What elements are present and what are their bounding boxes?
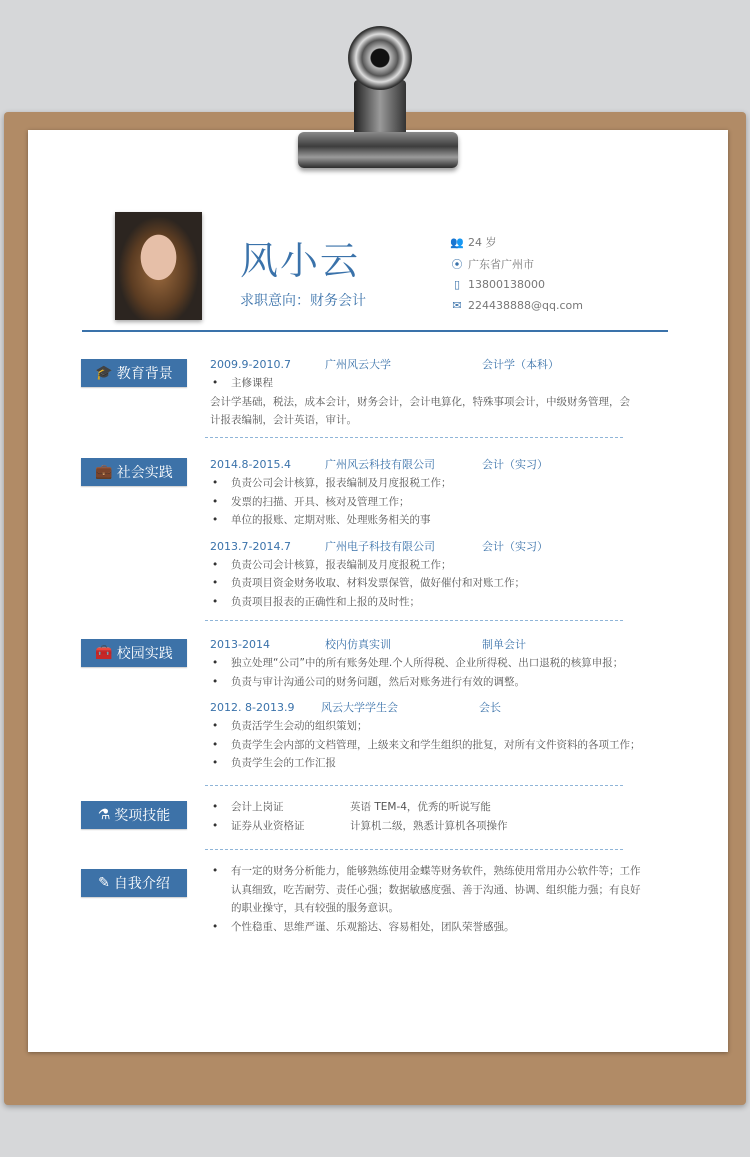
social-section	[210, 456, 640, 611]
phone-icon: ▯	[453, 278, 461, 291]
entry-org: 广州风云大学	[325, 358, 391, 371]
course-list: 会计学基础，税法，成本会计，财务会计，会计电算化，特殊事项会计，中级财务管理，会计报表编制，会计英语，审计。	[210, 395, 630, 426]
entry-org: 校内仿真实训	[325, 638, 391, 651]
education-section	[210, 356, 630, 430]
briefcase-icon: 💼	[95, 464, 113, 480]
skill-desc: 计算机二级，熟悉计算机各项操作	[350, 819, 508, 832]
skill-desc: 英语 TEM-4，优秀的听说写能	[350, 801, 491, 813]
clip-ring	[348, 26, 412, 90]
envelope-icon: ✉	[452, 299, 462, 312]
entry-role: 制单会计	[482, 638, 526, 651]
entry-role: 会计（实习）	[482, 458, 548, 471]
list-item: • 主修课程	[210, 374, 630, 393]
campus-section	[210, 636, 650, 773]
section-about-label	[81, 869, 187, 897]
section-title: 奖项技能	[114, 808, 171, 824]
entry-org: 风云大学学生会	[321, 701, 398, 714]
list-item: • 个性稳重、思维严谨、乐观豁达、容易相处，团队荣誉感强。	[210, 918, 646, 937]
location-text: 广东省广州市	[468, 258, 534, 271]
list-item: • 负责公司会计核算，报表编制及月度报税工作；	[210, 556, 640, 575]
entry-header	[210, 356, 630, 374]
section-divider	[205, 437, 623, 438]
list-item: • 负责项目资金财务收取、材料发票保管，做好催付和对账工作；	[210, 574, 640, 593]
entry-role: 会计（实习）	[482, 539, 548, 553]
location-pin-icon: ⦿	[451, 258, 463, 271]
list-item: • 负责活学生会动的组织策划；	[210, 717, 650, 736]
email-text: 224438888@qq.com	[468, 299, 583, 312]
certificate: 证券从业资格证	[231, 819, 305, 832]
section-skills-label	[81, 801, 187, 829]
entry-org: 广州电子科技有限公司	[325, 539, 435, 553]
entry-date: 2012. 8-2013.9	[210, 701, 295, 714]
entry-role: 会长	[479, 701, 501, 714]
section-title: 自我介绍	[113, 876, 170, 892]
skills-section	[210, 798, 630, 835]
section-title: 校园实践	[116, 646, 173, 662]
contact-phone	[450, 278, 545, 291]
section-divider	[205, 785, 623, 786]
about-section	[210, 862, 646, 936]
flask-icon: ⚗	[97, 807, 111, 823]
entry-org: 广州风云科技有限公司	[325, 458, 435, 471]
entry-date: 2013.7-2014.7	[210, 539, 291, 553]
entry-date: 2009.9-2010.7	[210, 358, 291, 371]
entry-date: 2013-2014	[210, 638, 270, 651]
entry-header	[210, 538, 640, 556]
section-title: 社会实践	[116, 465, 173, 481]
list-item: • 发票的扫描、开具、核对及管理工作；	[210, 493, 640, 512]
graduation-cap-icon: 🎓	[95, 365, 113, 381]
section-divider	[205, 849, 623, 850]
list-item: • 负责学生会的工作汇报	[210, 754, 650, 773]
list-item	[210, 817, 630, 836]
section-social-label	[81, 458, 187, 486]
entry-header	[210, 456, 640, 474]
phone-text: 13800138000	[468, 278, 545, 291]
clip-base	[298, 132, 458, 168]
age-text: 24 岁	[468, 236, 497, 249]
profile-photo	[115, 212, 202, 320]
list-item: • 有一定的财务分析能力，能够熟练使用金蝶等财务软件，熟练使用常用办公软件等；工作认真细致，吃苦耐劳、责任心强；数据敏感度强、善于沟通、协调、组织能力强；有良好的职业操守，具有较强的服务意识。	[210, 862, 646, 918]
list-item: • 单位的报账、定期对账、处理账务相关的事	[210, 511, 640, 530]
contact-email	[450, 299, 583, 312]
job-objective: 求职意向：财务会计	[240, 293, 366, 309]
certificate: 会计上岗证	[231, 801, 284, 813]
list-item: • 负责与审计沟通公司的财务问题，然后对账务进行有效的调整。	[210, 673, 650, 692]
section-divider	[205, 620, 623, 621]
section-title: 教育背景	[116, 366, 173, 382]
contact-age	[450, 234, 497, 250]
section-education-label	[81, 359, 187, 387]
list-item: • 负责项目报表的正确性和上报的及时性；	[210, 593, 640, 612]
list-item: • 负责学生会内部的文档管理，上级来文和学生组织的批复，对所有文件资料的各项工作；	[210, 736, 650, 755]
list-item: • 独立处理“公司”中的所有账务处理.个人所得税、企业所得税、出口退税的核算申报；	[210, 654, 650, 673]
edit-icon: ✎	[98, 875, 110, 891]
entry-role: 会计学（本科）	[482, 358, 559, 371]
entry-header	[210, 636, 650, 654]
contact-location	[450, 256, 534, 272]
entry-header	[210, 699, 650, 717]
candidate-name: 风小云	[240, 239, 361, 283]
list-item: • 负责公司会计核算，报表编制及月度报税工作；	[210, 474, 640, 493]
section-campus-label	[81, 639, 187, 667]
entry-date: 2014.8-2015.4	[210, 458, 291, 471]
user-icon: 👥	[450, 235, 464, 249]
list-item	[210, 798, 630, 817]
header-divider	[82, 330, 668, 332]
toolbox-icon: 🧰	[95, 645, 113, 661]
